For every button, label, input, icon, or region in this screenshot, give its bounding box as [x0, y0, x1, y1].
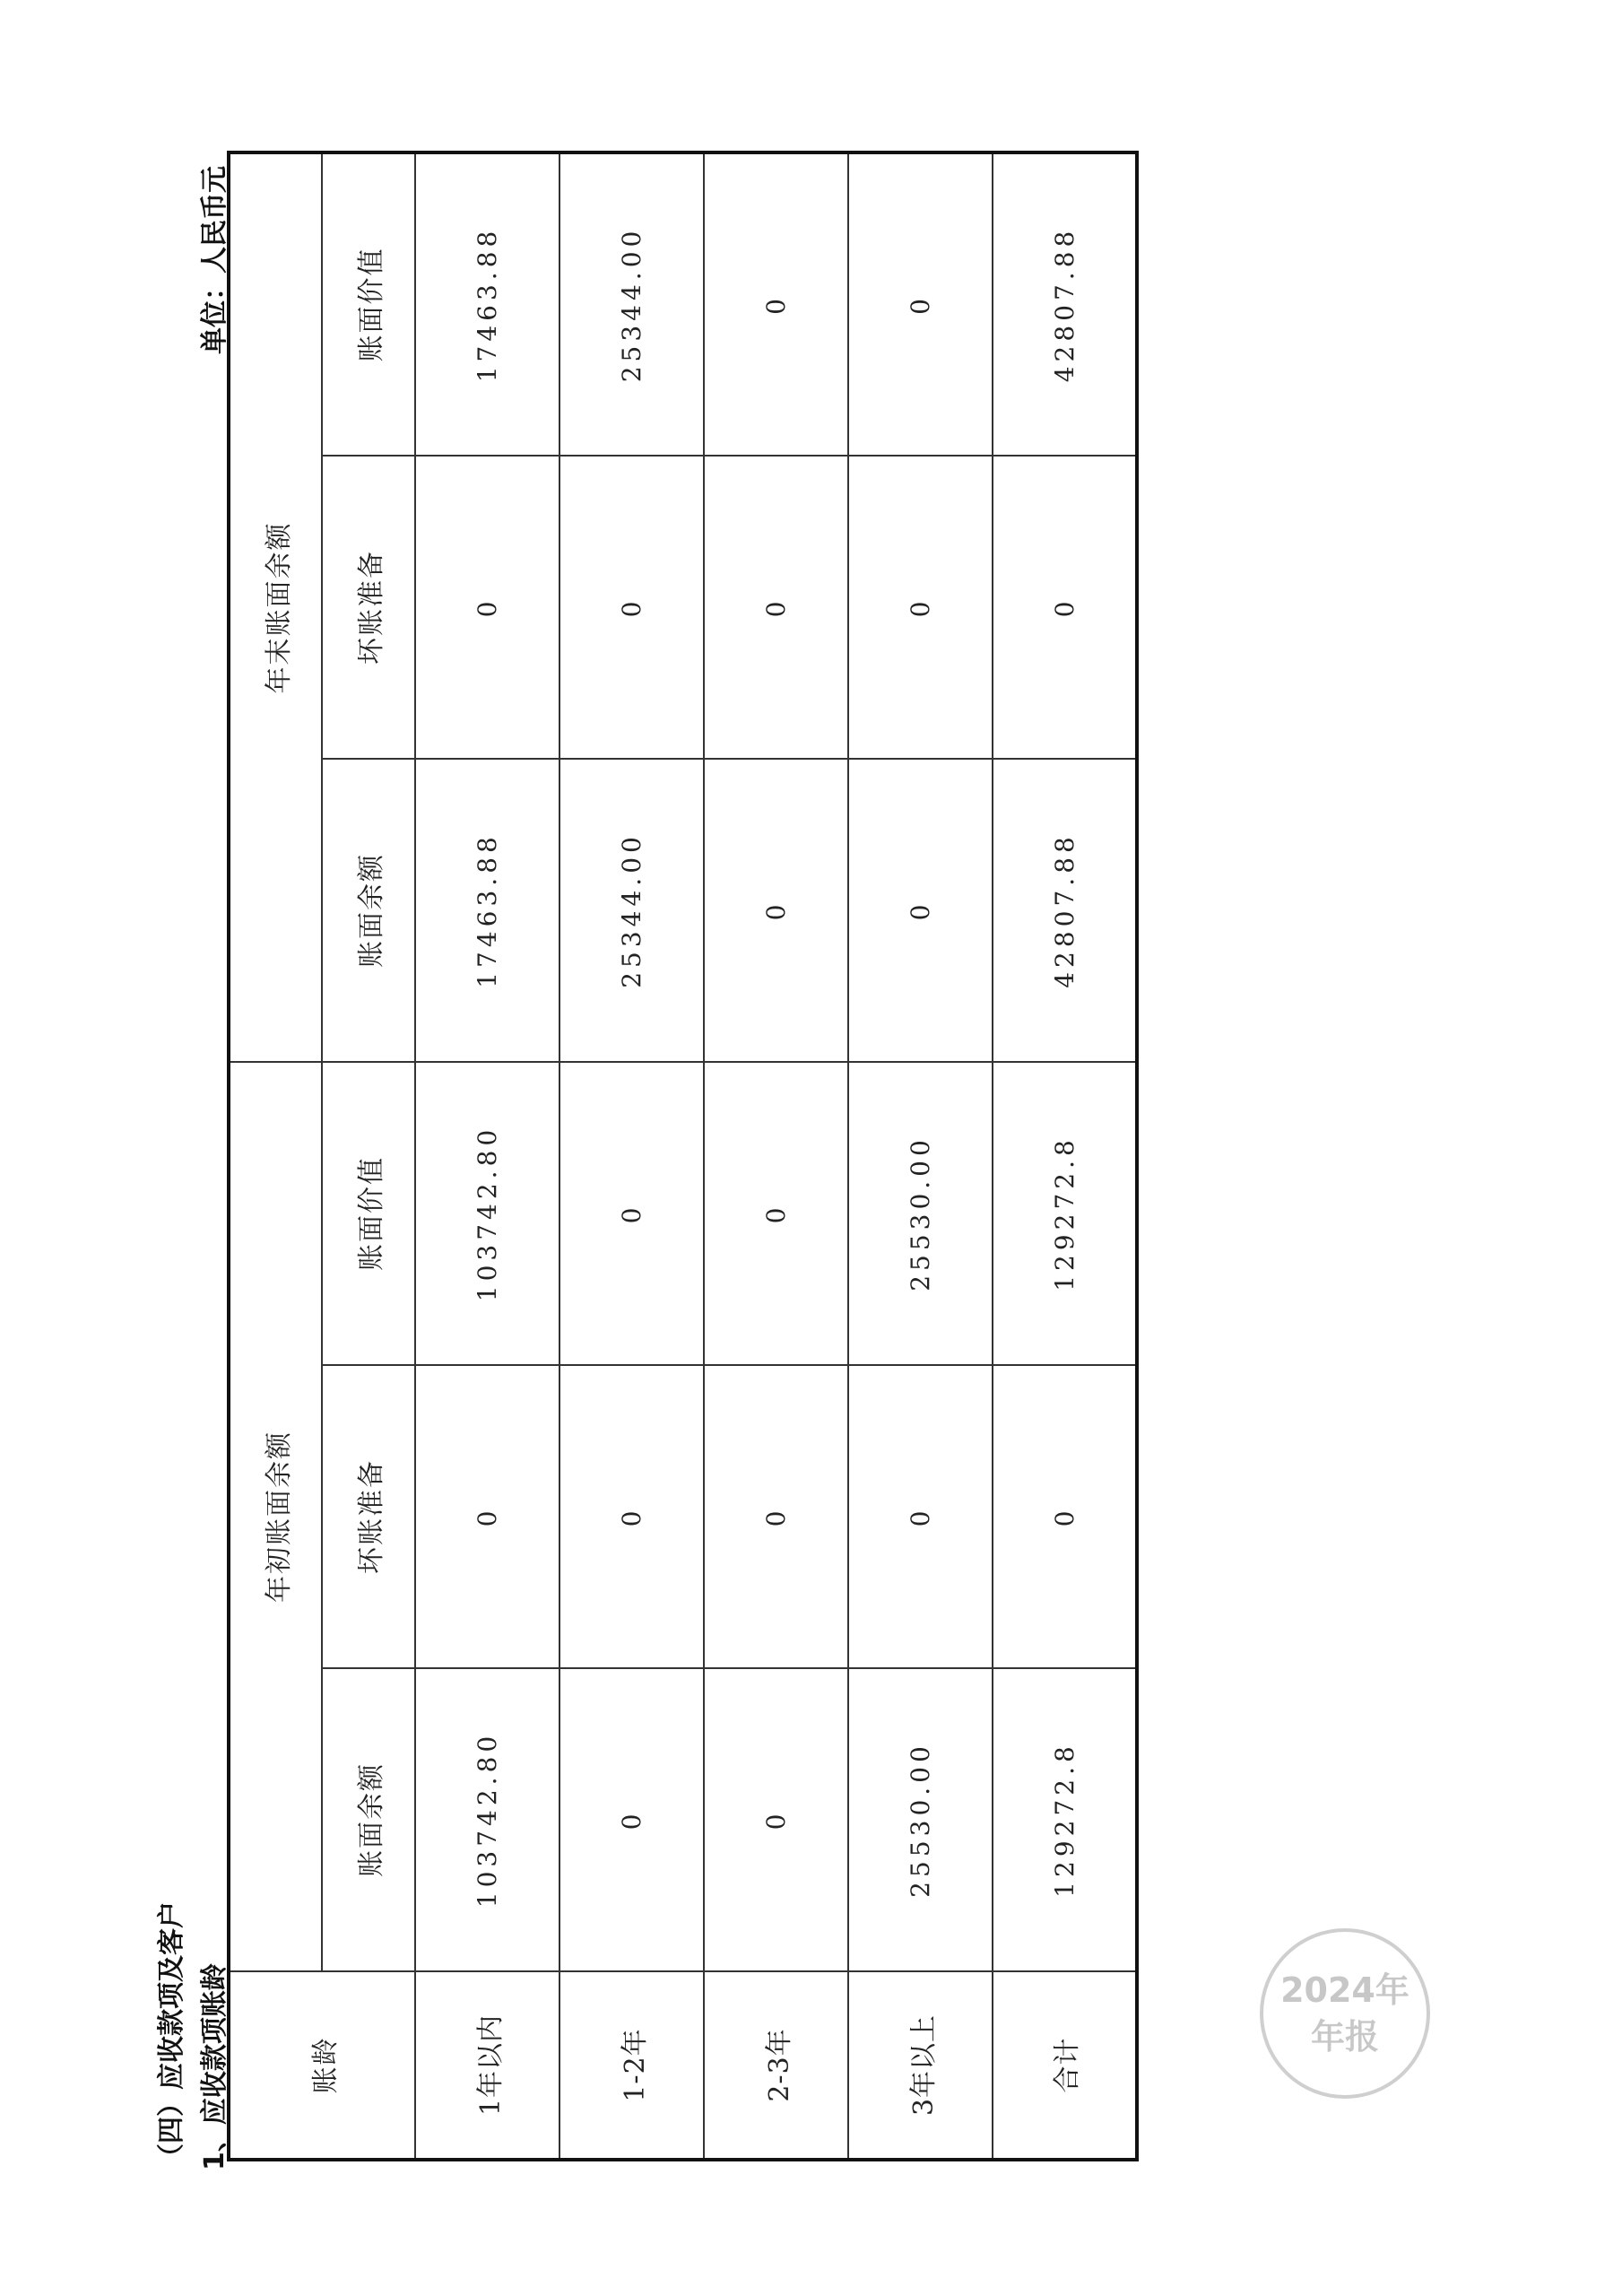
value-cell: 42807.88	[993, 152, 1137, 456]
value-cell: 0	[559, 1062, 704, 1365]
value-cell: 0	[704, 1062, 848, 1365]
value-cell: 0	[704, 1668, 848, 1971]
value-cell: 0	[559, 1365, 704, 1668]
value-cell: 25530.00	[848, 1062, 993, 1365]
table-total-row	[993, 152, 1137, 2160]
table-subheader-row	[322, 152, 415, 2160]
age-cell: 1年以内	[415, 1971, 559, 2160]
value-cell: 0	[848, 1365, 993, 1668]
opening-balance-header: 年初账面余额	[229, 1062, 322, 1971]
stamp-line-2: 年报	[1310, 2017, 1379, 2057]
age-cell: 2-3年	[704, 1971, 848, 2160]
age-cell: 1-2年	[559, 1971, 704, 2160]
value-cell: 17463.88	[415, 152, 559, 456]
value-cell: 103742.80	[415, 1668, 559, 1971]
receivables-aging-table	[227, 151, 1139, 2161]
value-cell: 0	[704, 1365, 848, 1668]
age-cell: 3年以上	[848, 1971, 993, 2160]
subheader-cell: 坏账准备	[322, 1365, 415, 1668]
value-cell: 0	[704, 759, 848, 1062]
value-cell: 0	[559, 1668, 704, 1971]
rotated-page-content: （四）应收款项及客户 1、应收款项账龄 单位：人民币元 账龄 年初账面余额 年末账面余额 账面余额 坏账准备 账面价值 账面余额 坏账准备 账面价值 1年以内 103742.80 0 103742.80 17463.88 0 17463.88 1-2年 0 0 0 25344.00 0 25344.00 2-3年 0 0 0 0 0 0 3年以上 25530.00 0 25530.00 0 0 0 合计 129272.8 0 129272.8 42807.88 0 42807.88	[0, 0, 1622, 2296]
section-heading: （四）应收款项及客户	[156, 1901, 187, 2170]
value-cell: 0	[415, 456, 559, 759]
value-cell: 0	[415, 1365, 559, 1668]
age-header: 账龄	[229, 1971, 415, 2160]
subheader-cell: 账面余额	[322, 759, 415, 1062]
value-cell: 0	[993, 1365, 1137, 1668]
value-cell: 25344.00	[559, 152, 704, 456]
value-cell: 129272.8	[993, 1668, 1137, 1971]
value-cell: 0	[848, 759, 993, 1062]
value-cell: 25344.00	[559, 759, 704, 1062]
subheader-cell: 账面价值	[322, 1062, 415, 1365]
subheader-cell: 账面余额	[322, 1668, 415, 1971]
value-cell: 0	[848, 152, 993, 456]
table-row	[415, 152, 559, 2160]
sub-heading: 1、应收款项账龄	[199, 1963, 230, 2170]
stamp-line-1: 2024年	[1280, 1970, 1409, 2010]
value-cell: 0	[704, 152, 848, 456]
age-cell: 合计	[993, 1971, 1137, 2160]
value-cell: 103742.80	[415, 1062, 559, 1365]
subheader-cell: 账面价值	[322, 152, 415, 456]
annual-report-stamp	[1260, 1928, 1430, 2099]
subheader-cell: 坏账准备	[322, 456, 415, 759]
value-cell: 129272.8	[993, 1062, 1137, 1365]
table-header-row	[229, 152, 322, 2160]
value-cell: 0	[993, 456, 1137, 759]
table-row	[559, 152, 704, 2160]
value-cell: 0	[559, 456, 704, 759]
table-row	[848, 152, 993, 2160]
value-cell: 42807.88	[993, 759, 1137, 1062]
closing-balance-header: 年末账面余额	[229, 152, 322, 1062]
value-cell: 0	[848, 456, 993, 759]
table-row	[704, 152, 848, 2160]
value-cell: 0	[704, 456, 848, 759]
value-cell: 17463.88	[415, 759, 559, 1062]
value-cell: 25530.00	[848, 1668, 993, 1971]
